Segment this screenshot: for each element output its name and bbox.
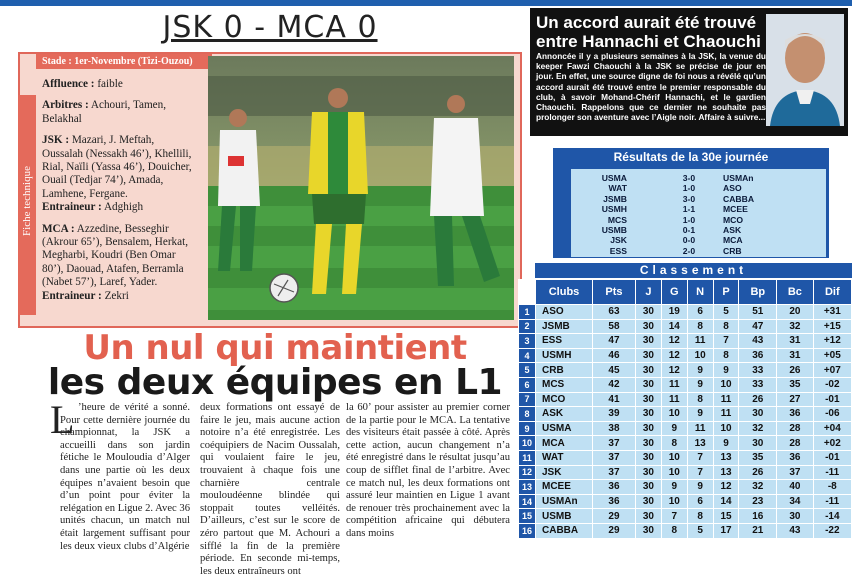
results-list <box>571 169 826 257</box>
stat-cell: 26 <box>739 465 777 480</box>
stat-cell: 43 <box>739 334 777 349</box>
stat-cell: 12 <box>661 348 687 363</box>
club-cell: MCO <box>536 392 593 407</box>
result-home: ESS <box>609 245 627 256</box>
stat-cell: 30 <box>739 436 777 451</box>
stat-cell: 7 <box>687 465 713 480</box>
stat-cell: 6 <box>687 305 713 320</box>
stat-cell: 27 <box>777 392 813 407</box>
club-cell: USMA <box>536 421 593 436</box>
result-home: USMA <box>601 173 627 183</box>
stat-cell: 30 <box>635 392 661 407</box>
stat-cell: 10 <box>661 465 687 480</box>
article-dropcap: L <box>50 397 75 442</box>
result-row <box>571 225 826 236</box>
stat-cell: 30 <box>635 407 661 422</box>
stat-cell: 32 <box>739 480 777 495</box>
stat-cell: 9 <box>713 436 739 451</box>
stat-cell: 32 <box>739 421 777 436</box>
stat-cell: 36 <box>593 494 636 509</box>
stat-cell: 8 <box>713 348 739 363</box>
stat-cell: 26 <box>739 392 777 407</box>
stat-cell: 6 <box>687 494 713 509</box>
result-home: MCS <box>607 214 627 225</box>
stat-cell: 30 <box>635 480 661 495</box>
stat-cell: 30 <box>635 523 661 538</box>
stat-cell: 41 <box>593 392 636 407</box>
result-score: 0-1 <box>682 225 696 235</box>
column-header: Dif <box>813 280 851 305</box>
column-header: P <box>713 280 739 305</box>
stat-cell: 7 <box>661 509 687 524</box>
stat-cell: 37 <box>593 465 636 480</box>
stat-cell: +04 <box>813 421 851 436</box>
rank-cell: 11 <box>519 450 536 465</box>
result-away: MCEE <box>723 204 748 215</box>
mca-lineup-value: Azzedine, Besseghir (Akrour 65’), Bensalem, Herkat, Megharbi, Koudri (Ben Omar 80’), Daouad, Atafen, Berramla (Nabet 57’), Laref, Yader. <box>42 222 189 289</box>
stat-cell: -02 <box>813 377 851 392</box>
standings-header-row <box>519 280 852 305</box>
stat-cell: +15 <box>813 319 851 334</box>
table-row <box>519 334 852 349</box>
stat-cell: 8 <box>687 509 713 524</box>
club-cell: USMH <box>536 348 593 363</box>
stat-cell: 11 <box>713 392 739 407</box>
stat-cell: -06 <box>813 407 851 422</box>
result-score: 3-0 <box>682 173 696 183</box>
rank-cell: 7 <box>519 392 536 407</box>
stat-cell: 11 <box>687 421 713 436</box>
inset-title: Un accord aurait été trouvé entre Hannachi et Chaouchi <box>536 13 761 51</box>
stat-cell: 35 <box>739 450 777 465</box>
jsk-coach-label: Entraineur : <box>42 201 102 214</box>
fiche-side-label: Fiche technique <box>21 166 33 236</box>
result-row <box>571 215 826 226</box>
mca-lineup-label: MCA : <box>42 222 75 235</box>
stat-cell: -11 <box>813 465 851 480</box>
stat-cell: 58 <box>593 319 636 334</box>
stat-cell: 40 <box>777 480 813 495</box>
article-column-3: la 60’ pour assister au premier corner de la partie pour le MCA. La tentative des visiteurs était passée à côté. Après cette action, aucun changement n’a été enregistré dans le résultat jusqu’au coup de sifflet final de l’arbitre. Avec ce match nul, les deux formations ont assuré leur maintien en Ligue 1 avant de renouer très prochainement avec la compétition africaine qui débutera dans moins <box>346 402 510 539</box>
table-row <box>519 377 852 392</box>
stat-cell: 17 <box>713 523 739 538</box>
rank-cell: 6 <box>519 377 536 392</box>
stat-cell: 33 <box>739 363 777 378</box>
stat-cell: 11 <box>661 377 687 392</box>
table-row <box>519 363 852 378</box>
top-color-bar <box>0 0 852 6</box>
affluence-label: Affluence : <box>42 78 95 90</box>
result-score: 2-0 <box>682 245 696 256</box>
stat-cell: 10 <box>661 407 687 422</box>
stat-cell: 9 <box>713 363 739 378</box>
stat-cell: 8 <box>713 319 739 334</box>
rank-cell: 14 <box>519 494 536 509</box>
column-header: Clubs <box>536 280 593 305</box>
stat-cell: 11 <box>661 392 687 407</box>
rank-cell: 2 <box>519 319 536 334</box>
stat-cell: 8 <box>687 319 713 334</box>
stat-cell: 29 <box>593 509 636 524</box>
table-row <box>519 319 852 334</box>
stat-cell: 39 <box>593 407 636 422</box>
result-home: USMB <box>601 225 627 235</box>
stat-cell: 30 <box>635 465 661 480</box>
arbitres-label: Arbitres : <box>42 99 89 112</box>
stat-cell: 36 <box>777 407 813 422</box>
stat-cell: 47 <box>739 319 777 334</box>
stat-cell: -22 <box>813 523 851 538</box>
jsk-coach-value: Adghigh <box>101 201 144 214</box>
stat-cell: 32 <box>777 319 813 334</box>
stat-cell: 46 <box>593 348 636 363</box>
stat-cell: 63 <box>593 305 636 320</box>
result-home: WAT <box>608 183 627 194</box>
stat-cell: 30 <box>635 348 661 363</box>
stat-cell: 34 <box>777 494 813 509</box>
stat-cell: 30 <box>635 363 661 378</box>
stat-cell: 7 <box>713 334 739 349</box>
rank-cell: 1 <box>519 305 536 320</box>
club-cell: USMB <box>536 509 593 524</box>
result-away: ASO <box>723 183 742 194</box>
stat-cell: 11 <box>713 407 739 422</box>
result-row <box>571 235 826 246</box>
rank-cell: 16 <box>519 523 536 538</box>
stat-cell: 9 <box>687 377 713 392</box>
fiche-side-tab <box>18 95 36 315</box>
rank-cell: 8 <box>519 407 536 422</box>
stat-cell: 8 <box>687 392 713 407</box>
result-away: MCO <box>723 214 744 225</box>
stat-cell: 9 <box>661 421 687 436</box>
stat-cell: 37 <box>593 450 636 465</box>
stat-cell: 14 <box>713 494 739 509</box>
stat-cell: +12 <box>813 334 851 349</box>
table-row <box>519 509 852 524</box>
stat-cell: +31 <box>813 305 851 320</box>
stat-cell: 13 <box>687 436 713 451</box>
club-cell: JSMB <box>536 319 593 334</box>
stat-cell: +05 <box>813 348 851 363</box>
stat-cell: 30 <box>635 436 661 451</box>
column-header: N <box>687 280 713 305</box>
article-column-1 <box>50 397 190 553</box>
article-column-2: deux formations ont essayé de faire le jeu, mais aucune action notoire n’a été enregistrée. Les coéquipiers de Nacim Oussalah, qui voulaient faire le jeu, trouvaient à chaque fois une charnière centrale mouloudéenne blindée qui stoppait toutes velléités. D’ailleurs, c’est sur le score de zéro partout que M. Achouri a sifflé la fin de la première période. En seconde mi-temps, les deux entraîneurs ont <box>200 402 340 577</box>
match-sheet-text <box>42 78 194 311</box>
club-cell: WAT <box>536 450 593 465</box>
article-column-1-text: ’heure de vérité a sonné. Pour cette dernière journée du championnat, la JSK a accueilli dans son jardin fétiche le Mouloudia d’Alger dans une partie où les deux équipes n’avaient besoin que d’un point pour éviter la relégation en Ligue 2. Avec 36 unités chacun, un match nul était largement suffisant pour les deux vieux clubs d’Algérie <box>60 402 190 552</box>
page-title: JSK 0 - MCA 0 <box>162 10 378 45</box>
affluence-value: faible <box>94 78 123 90</box>
result-row <box>571 246 826 257</box>
stat-cell: 37 <box>777 465 813 480</box>
table-row <box>519 407 852 422</box>
result-home: JSMB <box>603 193 627 204</box>
stat-cell: 16 <box>739 509 777 524</box>
club-cell: MCA <box>536 436 593 451</box>
stat-cell: 10 <box>687 348 713 363</box>
stat-cell: 9 <box>687 363 713 378</box>
rank-cell: 12 <box>519 465 536 480</box>
rank-cell: 3 <box>519 334 536 349</box>
column-header: Bp <box>739 280 777 305</box>
stat-cell: 26 <box>777 363 813 378</box>
stat-cell: 43 <box>777 523 813 538</box>
stat-cell: 30 <box>635 305 661 320</box>
stat-cell: 33 <box>739 377 777 392</box>
stat-cell: 10 <box>661 494 687 509</box>
stat-cell: 51 <box>739 305 777 320</box>
stat-cell: 30 <box>635 334 661 349</box>
stat-cell: 35 <box>777 377 813 392</box>
table-row <box>519 436 852 451</box>
rank-cell: 4 <box>519 348 536 363</box>
stat-cell: +07 <box>813 363 851 378</box>
result-score: 1-0 <box>682 183 696 194</box>
headline-line-2: les deux équipes en L1 <box>47 362 503 403</box>
standings-table <box>518 279 852 539</box>
result-away: USMAn <box>723 173 754 183</box>
club-cell: ASK <box>536 407 593 422</box>
stat-cell: 31 <box>777 334 813 349</box>
stat-cell: 47 <box>593 334 636 349</box>
stat-cell: 8 <box>661 523 687 538</box>
column-header: Pts <box>593 280 636 305</box>
column-header: J <box>635 280 661 305</box>
table-row <box>519 392 852 407</box>
stat-cell: 30 <box>777 509 813 524</box>
stat-cell: -14 <box>813 509 851 524</box>
club-cell: CRB <box>536 363 593 378</box>
result-home: JSK <box>610 235 627 246</box>
club-cell: ASO <box>536 305 593 320</box>
result-row <box>571 183 826 194</box>
stat-cell: 28 <box>777 421 813 436</box>
table-row <box>519 494 852 509</box>
stat-cell: 12 <box>661 334 687 349</box>
jsk-lineup-value: Mazari, J. Meftah, Oussalah (Nessakh 46’), Khellili, Rial, Naïli (Yassa 46’), Douicher, Ouail (Tedjar 74’), Amada, Lamhene, Fergane. <box>42 134 192 200</box>
stat-cell: 9 <box>687 480 713 495</box>
club-cell: MCEE <box>536 480 593 495</box>
stat-cell: 10 <box>661 450 687 465</box>
stat-cell: 5 <box>713 305 739 320</box>
rank-cell: 5 <box>519 363 536 378</box>
rank-cell: 9 <box>519 421 536 436</box>
column-header: Bc <box>777 280 813 305</box>
result-score: 3-0 <box>682 193 696 204</box>
club-cell: JSK <box>536 465 593 480</box>
stat-cell: 30 <box>635 319 661 334</box>
result-row <box>571 204 826 215</box>
table-row <box>519 480 852 495</box>
jsk-lineup-label: JSK : <box>42 134 70 147</box>
stat-cell: 9 <box>661 480 687 495</box>
stat-cell: 30 <box>635 494 661 509</box>
stat-cell: 37 <box>593 436 636 451</box>
stat-cell: -11 <box>813 494 851 509</box>
standings-title: Classement <box>535 263 852 278</box>
result-score: 0-0 <box>682 235 696 246</box>
table-row <box>519 305 852 320</box>
stat-cell: 20 <box>777 305 813 320</box>
results-title: Résultats de la 30e journée <box>553 148 829 166</box>
column-header: G <box>661 280 687 305</box>
stat-cell: 11 <box>687 334 713 349</box>
stadium-label: Stade : 1er-Novembre (Tizi-Ouzou) <box>36 54 212 69</box>
stat-cell: 30 <box>635 509 661 524</box>
rank-cell: 13 <box>519 480 536 495</box>
result-row <box>571 173 826 184</box>
match-photo <box>208 56 514 320</box>
stat-cell: 8 <box>661 436 687 451</box>
stat-cell: 10 <box>713 421 739 436</box>
result-row <box>571 194 826 205</box>
stat-cell: 36 <box>739 348 777 363</box>
stat-cell: 13 <box>713 465 739 480</box>
rank-cell: 10 <box>519 436 536 451</box>
table-row <box>519 465 852 480</box>
result-away: CRB <box>723 245 742 256</box>
mca-coach-value: Zekri <box>101 289 129 302</box>
stat-cell: 7 <box>687 450 713 465</box>
stat-cell: 30 <box>739 407 777 422</box>
rank-cell: 15 <box>519 509 536 524</box>
stat-cell: 29 <box>593 523 636 538</box>
result-score: 1-0 <box>682 214 696 225</box>
stat-cell: 36 <box>593 480 636 495</box>
stat-cell: 5 <box>687 523 713 538</box>
table-row <box>519 421 852 436</box>
player-portrait <box>766 14 844 126</box>
stat-cell: -8 <box>813 480 851 495</box>
stat-cell: 19 <box>661 305 687 320</box>
stat-cell: -01 <box>813 450 851 465</box>
stat-cell: 30 <box>635 450 661 465</box>
result-home: USMH <box>601 204 627 215</box>
stat-cell: 30 <box>635 421 661 436</box>
headline-line-1: Un nul qui maintient <box>83 328 467 368</box>
stat-cell: 42 <box>593 377 636 392</box>
stat-cell: 12 <box>713 480 739 495</box>
stat-cell: 14 <box>661 319 687 334</box>
result-away: MCA <box>723 235 743 246</box>
stat-cell: 12 <box>661 363 687 378</box>
stat-cell: 13 <box>713 450 739 465</box>
inset-body: Annoncée il y a plusieurs semaines à la JSK, la venue du keeper Fawzi Chaouchi à la JSK se précise de jour en jour. En effet, une source digne de foi nous a révélé qu’un accord aurait été trouvé entre le premier responsable du club, à savoir Mohand-Chérif Hannachi, et le gardien Chaouchi. Rappelons que ce dernier ne souhaite pas prolonger son aventure avec l’Aigle noir. Affaire à suivre... <box>536 51 766 123</box>
stat-cell: 10 <box>713 377 739 392</box>
result-away: CABBA <box>723 193 755 204</box>
stat-cell: 38 <box>593 421 636 436</box>
club-cell: USMAn <box>536 494 593 509</box>
stat-cell: +02 <box>813 436 851 451</box>
stat-cell: -01 <box>813 392 851 407</box>
rank-header <box>519 280 536 305</box>
result-score: 1-1 <box>682 204 696 215</box>
stat-cell: 36 <box>777 450 813 465</box>
stat-cell: 9 <box>687 407 713 422</box>
stat-cell: 30 <box>635 377 661 392</box>
club-cell: MCS <box>536 377 593 392</box>
result-away: ASK <box>723 225 742 235</box>
mca-coach-label: Entraineur : <box>42 289 102 302</box>
stat-cell: 15 <box>713 509 739 524</box>
stat-cell: 31 <box>777 348 813 363</box>
stat-cell: 23 <box>739 494 777 509</box>
table-row <box>519 348 852 363</box>
club-cell: CABBA <box>536 523 593 538</box>
club-cell: ESS <box>536 334 593 349</box>
stat-cell: 45 <box>593 363 636 378</box>
stat-cell: 28 <box>777 436 813 451</box>
table-row <box>519 450 852 465</box>
stat-cell: 21 <box>739 523 777 538</box>
arbitres-value: Achouri, Tamen, Belakhal <box>42 99 167 125</box>
